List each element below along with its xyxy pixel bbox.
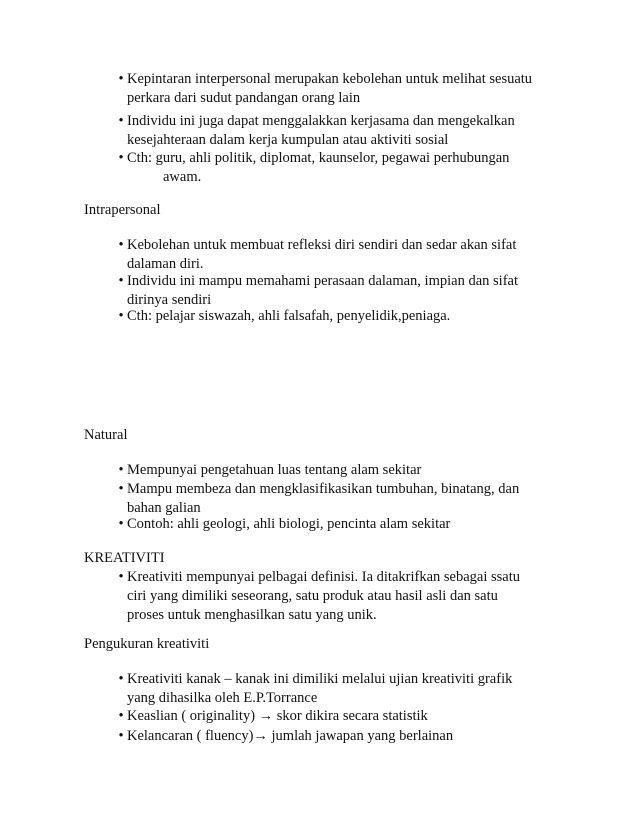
section-heading-pengukuran: Pengukuran kreativiti <box>84 636 210 652</box>
list-item-text: ciri yang dimiliki seseorang, satu produk atau hasil asli dan satu <box>127 588 498 604</box>
list-item-text: Kebolehan untuk membuat refleksi diri sendiri dan sedar akan sifat <box>127 237 517 253</box>
list-item-text: Kreativiti kanak – kanak ini dimiliki melalui ujian kreativiti grafik <box>127 671 513 687</box>
section-heading-intrapersonal: Intrapersonal <box>84 202 161 218</box>
list-item-text: Individu ini mampu memahami perasaan dalaman, impian dan sifat <box>127 273 518 289</box>
list-item-text: Mampu membeza dan mengklasifikasikan tumbuhan, binatang, dan <box>127 481 520 497</box>
list-item-text: yang dihasilka oleh E.P.Torrance <box>127 690 318 706</box>
list-item-text: Kelancaran ( fluency)→ jumlah jawapan yang berlainan <box>127 728 454 744</box>
bullet-icon: • <box>118 150 124 166</box>
list-item <box>115 707 555 726</box>
list-item-text: Mempunyai pengetahuan luas tentang alam sekitar <box>127 462 422 478</box>
list-item-text: Cth: guru, ahli politik, diplomat, kaunselor, pegawai perhubungan <box>127 150 510 166</box>
bullet-icon: • <box>118 708 124 724</box>
list-item <box>115 461 555 480</box>
list-item-text: Keaslian ( originality) → skor dikira secara statistik <box>127 708 428 724</box>
bullet-icon: • <box>118 113 124 129</box>
bullet-icon: • <box>118 237 124 253</box>
bullet-icon: • <box>118 671 124 687</box>
list-item-text: kesejahteraan dalam kerja kumpulan atau aktiviti sosial <box>127 132 449 148</box>
section-heading-kreativiti: KREATIVITI <box>84 550 165 566</box>
list-item-text: Individu ini juga dapat menggalakkan kerjasama dan mengekalkan <box>127 113 515 129</box>
list-item <box>115 515 555 534</box>
bullet-icon: • <box>118 481 124 497</box>
bullet-icon: • <box>118 569 124 585</box>
list-item <box>115 70 555 108</box>
bullet-icon: • <box>118 462 124 478</box>
bullet-icon: • <box>118 728 124 744</box>
section-heading-natural: Natural <box>84 427 128 443</box>
bullet-icon: • <box>118 308 124 324</box>
list-item-text: Cth: pelajar siswazah, ahli falsafah, penyelidik,peniaga. <box>127 308 451 324</box>
list-item <box>115 149 555 187</box>
list-item-text: Kreativiti mempunyai pelbagai definisi. Ia ditakrifkan sebagai ssatu <box>127 569 520 585</box>
list-item-text: awam. <box>163 169 202 185</box>
list-item <box>115 727 555 746</box>
bullet-icon: • <box>118 71 124 87</box>
list-item <box>115 568 555 625</box>
list-item <box>115 670 555 708</box>
list-item-text: perkara dari sudut pandangan orang lain <box>127 90 361 106</box>
bullet-icon: • <box>118 516 124 532</box>
list-item-text: Kepintaran interpersonal merupakan kebolehan untuk melihat sesuatu <box>127 71 533 87</box>
list-item <box>115 480 555 518</box>
list-item <box>115 112 555 150</box>
list-item-text: dirinya sendiri <box>127 292 212 308</box>
list-item <box>115 272 555 310</box>
list-item-text: Contoh: ahli geologi, ahli biologi, pencinta alam sekitar <box>127 516 451 532</box>
bullet-icon: • <box>118 273 124 289</box>
list-item-text: proses untuk menghasilkan satu yang unik. <box>127 607 377 623</box>
list-item-text: bahan galian <box>127 500 201 516</box>
list-item <box>115 307 555 326</box>
list-item-text: dalaman diri. <box>127 256 204 272</box>
list-item <box>115 236 555 274</box>
